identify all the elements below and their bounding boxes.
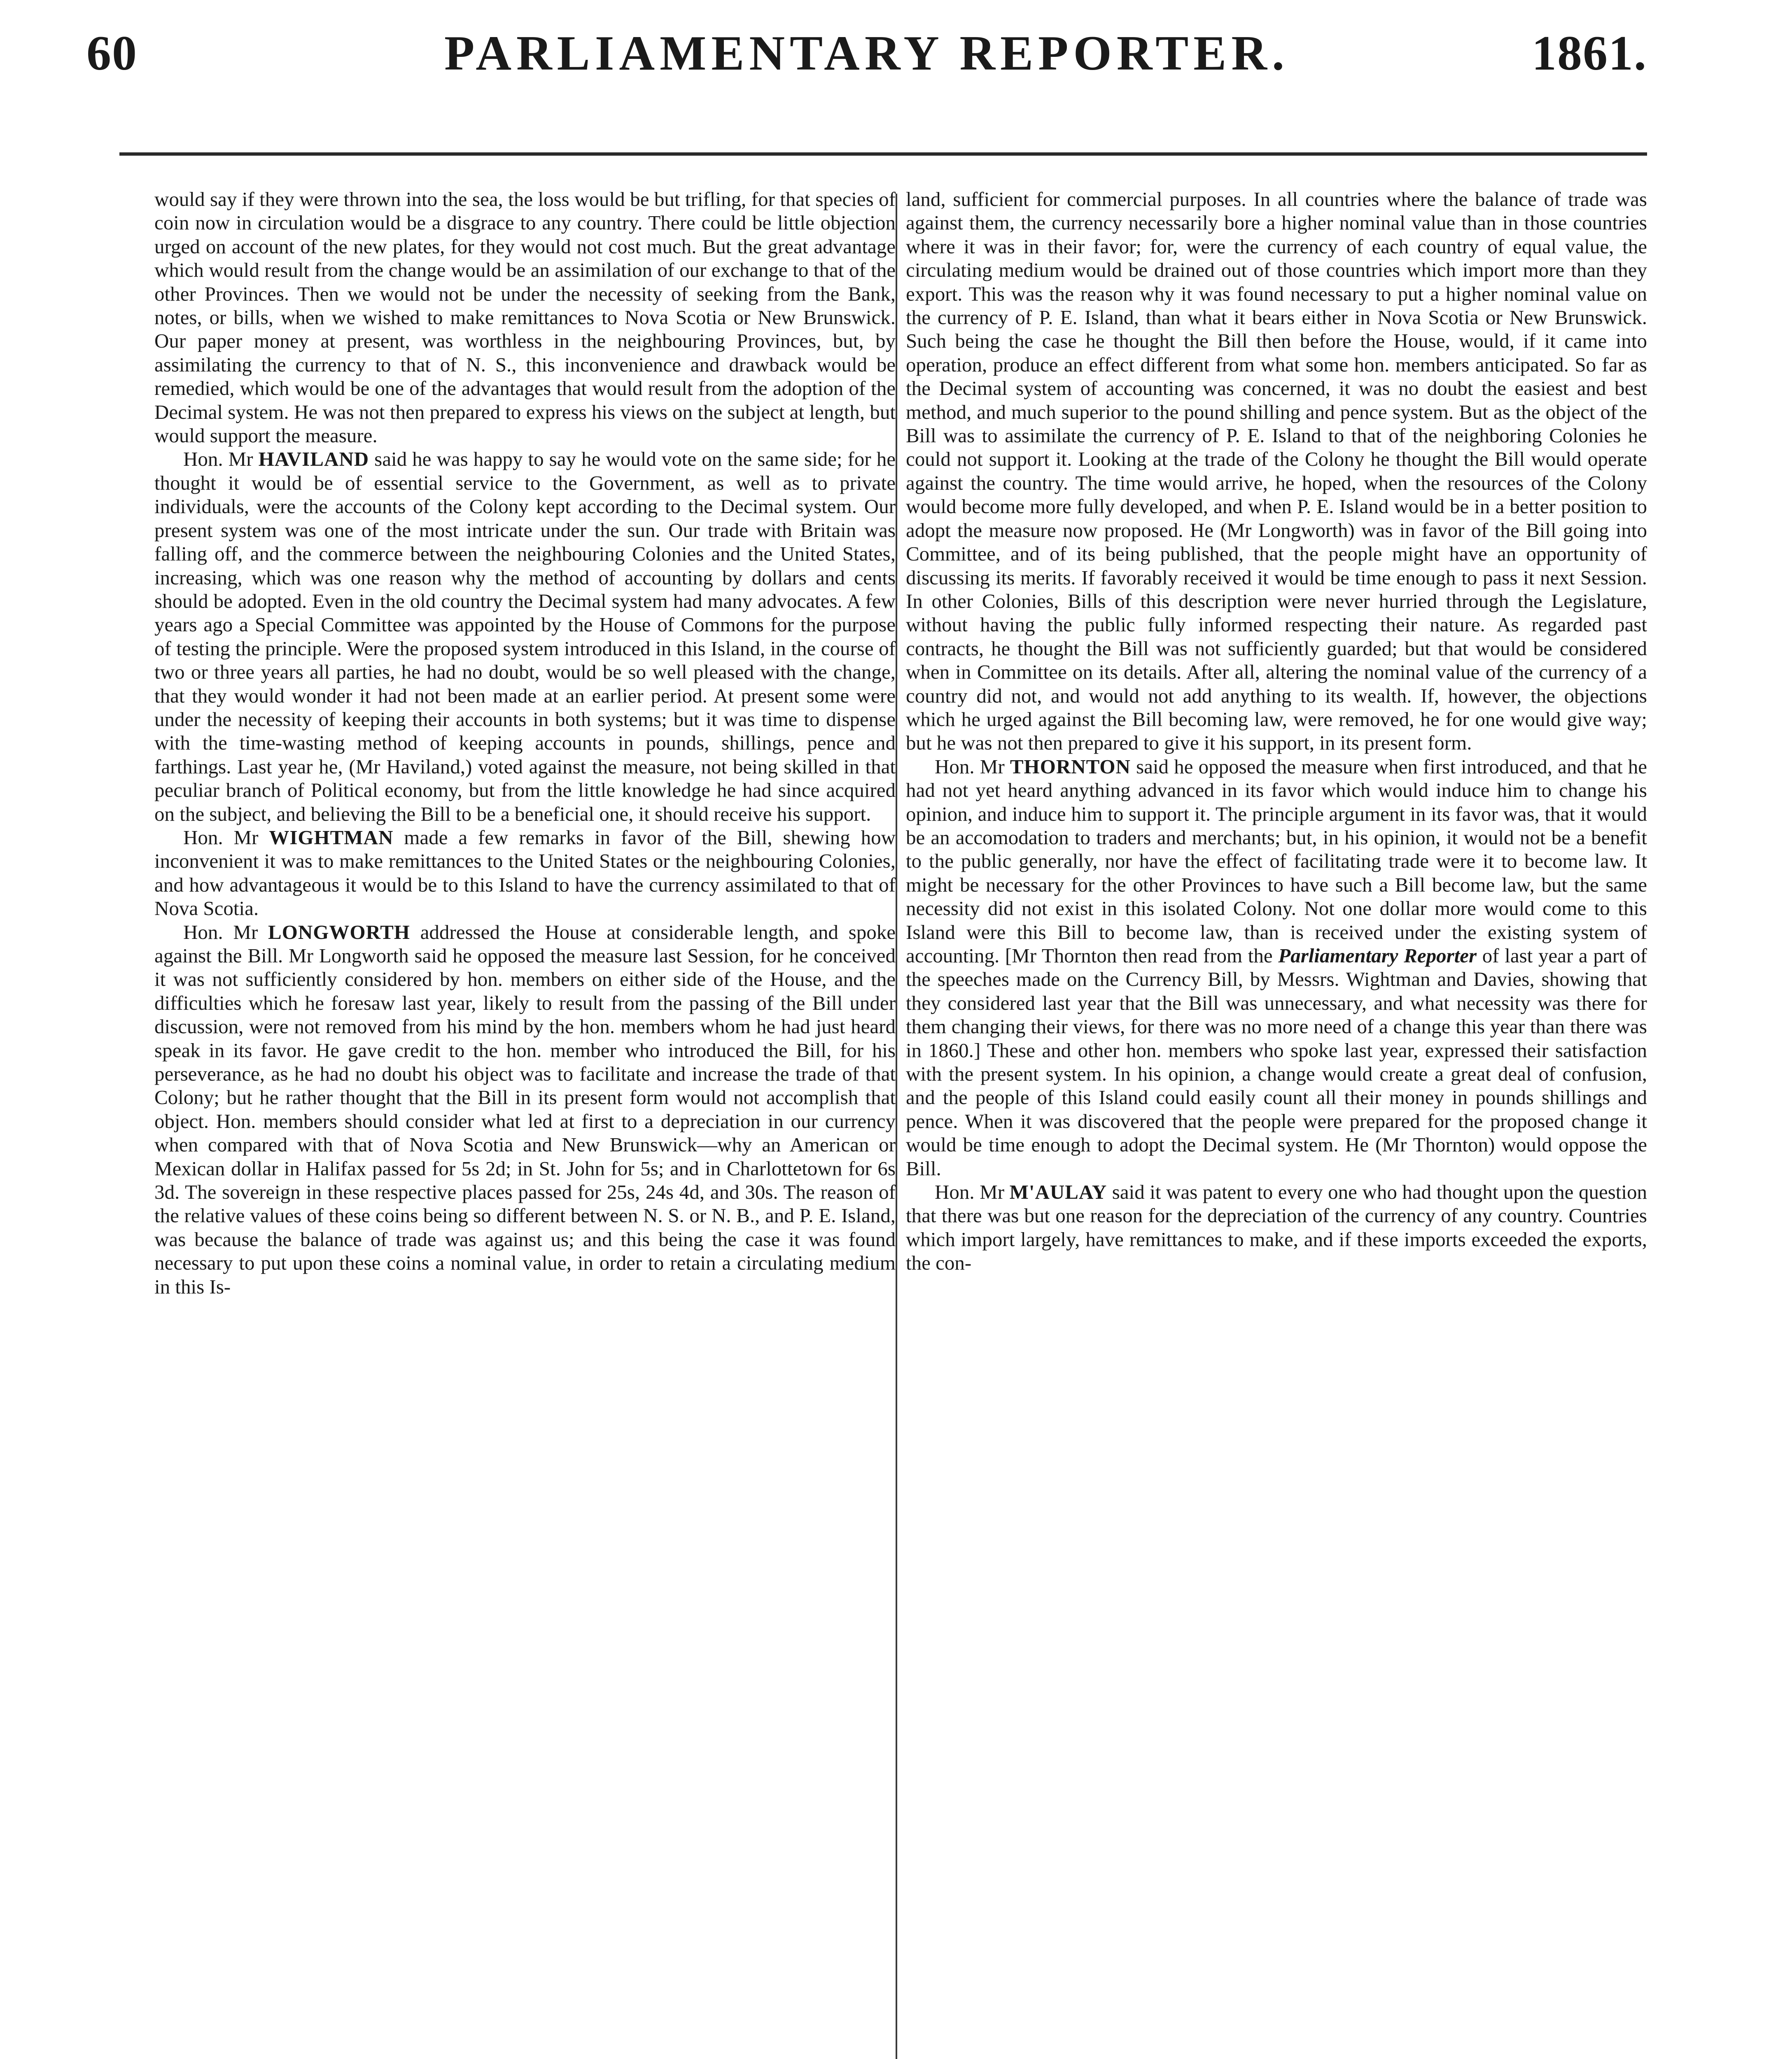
speaker-name: WIGHTMAN bbox=[269, 826, 394, 849]
publication-reference: Parliamentary Reporter bbox=[1278, 944, 1477, 967]
speaker-prefix: Hon. Mr bbox=[183, 826, 269, 849]
speaker-name: LONGWORTH bbox=[268, 920, 410, 943]
page-header bbox=[86, 25, 1647, 136]
paragraph-text: said it was patent to every one who had thought upon the question that there was but one reason for the depreciation of the currency of any country. Countries which import largely, have remittances to make, and if these imports exceeded the exports, the con- bbox=[906, 1181, 1647, 1275]
paragraph bbox=[906, 755, 1647, 1180]
paragraph-text: land, sufficient for commercial purposes. In all countries where the balance of trade was against them, the currency necessarily bore a higher nominal value than in those countries where it was in their favor; for, were the currency of each country of equal value, the circulating medium would be drained out of those countries which import more than they export. This was the reason why it was found necessary to put a higher nominal value on the currency of P. E. Island, than what it bears either in Nova Scotia or New Brunswick. Such being the case he thought the Bill then before the House, would, if it came into operation, produce an effect different from what some hon. members anticipated. So far as the Decimal system of accounting was concerned, it was no doubt the easiest and best method, and much superior to the pound shilling and pence system. But as the object of the Bill was to assimilate the currency of P. E. Island to that of the neighboring Colonies he could not support it. Looking at the trade of the Colony he thought the Bill would operate against the country. The time would arrive, he hoped, when the resources of the Colony would become more fully developed, and when P. E. Island would be in a better position to adopt the measure now proposed. He (Mr Longworth) was in favor of the Bill going into Committee, and of its being published, that the people might have an opportunity of discussing its merits. If favorably received it would be time enough to pass it next Session. In other Colonies, Bills of this description were never hurried through the Legislature, without having the public fully informed respecting their nature. As regarded past contracts, he thought the Bill was not sufficiently guarded; but that would be considered when in Committee on its details. After all, altering the nominal value of the currency of a country did not, and would not add anything to its wealth. If, however, the objections which he urged against the Bill becoming law, were removed, he for one would give way; but he was not then prepared to give it his support, in its present form. bbox=[906, 188, 1647, 754]
speaker-prefix: Hon. Mr bbox=[183, 920, 268, 943]
paragraph-text: would say if they were thrown into the sea, the loss would be but trifling, for that species of coin now in circulation would be a disgrace to any country. There could be little objection urged on account of the new plates, for they would not cost much. But the great advantage which would result from the change would be an assimilation of our exchange to that of the other Provinces. Then we would not be under the necessity of seeking from the Bank, notes, or bills, when we wished to make remittances to Nova Scotia or New Brunswick. Our paper money at present, was worthless in the neighbouring Provinces, but, by assimilating the currency to that of N. S., this inconvenience and drawback would be remedied, which would be one of the advantages that would result from the adoption of the Decimal system. He was not then prepared to express his views on the subject at length, but would support the measure. bbox=[154, 188, 896, 447]
paragraph bbox=[906, 187, 1647, 755]
speaker-name: THORNTON bbox=[1010, 755, 1131, 778]
publication-title: PARLIAMENTARY REPORTER. bbox=[444, 26, 1290, 80]
speaker-name: M'AULAY bbox=[1009, 1181, 1107, 1204]
paragraph-text: said he opposed the measure when first introduced, and that he had not yet heard anything advanced in its favor which would induce him to change his opinion, and induce him to support it. The principle argument in its favor was, that it would be an accomodation to traders and merchants; but, in his opinion, it would not be a benefit to the public generally, nor have the effect of facilitating trade were it to become law. It might be necessary for the other Provinces to have such a Bill become law, but the same necessity did not exist in this isolated Colony. Not one dollar more would come to this Island were this Bill to become law, than is received under the existing system of accounting. [Mr Thornton then read from the bbox=[906, 755, 1647, 967]
speaker-prefix: Hon. Mr bbox=[183, 448, 259, 471]
speaker-prefix: Hon. Mr bbox=[935, 755, 1010, 778]
paragraph bbox=[154, 447, 896, 826]
publication-year: 1861. bbox=[1532, 26, 1647, 80]
paragraph bbox=[154, 826, 896, 920]
right-column bbox=[906, 187, 1647, 1275]
page-number: 60 bbox=[86, 26, 138, 80]
column-divider bbox=[896, 194, 897, 2059]
speaker-name: HAVILAND bbox=[258, 448, 369, 471]
paragraph-text: said he was happy to say he would vote on the same side; for he thought it would be of essential service to the Government, as well as to private individuals, were the accounts of the Colony kept according to the Decimal system. Our present system was one of the most intricate under the sun. Our trade with Britain was falling off, and the commerce between the neighbouring Colonies and the United States, increasing, which was one reason why the method of accounting by dollars and cents should be adopted. Even in the old country the Decimal system had many advocates. A few years ago a Special Committee was appointed by the House of Commons for the purpose of testing the principle. Were the proposed system introduced in this Island, in the course of two or three years all parties, he had no doubt, would be so well pleased with the change, that they would wonder it had not been made at an earlier period. At present some were under the necessity of keeping their accounts in both systems; but it was time to dispense with the time-wasting method of keeping accounts in pounds, shillings, pence and farthings. Last year he, (Mr Haviland,) voted against the measure, not being skilled in that peculiar branch of Political economy, but from the little knowledge he had since acquired on the subject, and believing the Bill to be a beneficial one, it should receive his support. bbox=[154, 448, 896, 825]
header-rule bbox=[119, 152, 1647, 156]
paragraph-text: addressed the House at considerable length, and spoke against the Bill. Mr Longworth said he opposed the measure last Session, for he conceived it was not sufficiently considered by hon. members on either side of the House, and the difficulties which he foresaw last year, likely to result from the passing of the Bill under discussion, were not removed from his mind by the hon. members whom he had just heard speak in its favor. He gave credit to the hon. member who introduced the Bill, for his perseverance, as he had no doubt his object was to facilitate and increase the trade of that Colony; but he rather thought that the Bill in its present form would not accomplish that object. Hon. members should consider what led at first to a depreciation in our currency when compared with that of Nova Scotia and New Brunswick—why an American or Mexican dollar in Halifax passed for 5s 2d; in St. John for 5s; and in Charlottetown for 6s 3d. The sovereign in these respective places passed for 25s, 24s 4d, and 30s. The reason of the relative values of these coins being so different between N. S. or N. B., and P. E. Island, was because the balance of trade was against us; and this being the case it was found necessary to put upon these coins a nominal value, in order to retain a circulating medium in this Is- bbox=[154, 920, 896, 1298]
speaker-prefix: Hon. Mr bbox=[935, 1181, 1010, 1204]
left-column bbox=[154, 187, 896, 1298]
paragraph bbox=[154, 187, 896, 447]
paragraph bbox=[154, 920, 896, 1299]
paragraph bbox=[906, 1180, 1647, 1275]
paragraph-text: of last year a part of the speeches made on the Currency Bill, by Messrs. Wightman and Davies, showing that they considered last year that the Bill was unnecessary, and what necessity was there for them changing their views, for there was no more need of a change this year than there was in 1860.] These and other hon. members who spoke last year, expressed their satisfaction with the present system. In his opinion, a change would create a great deal of confusion, and the people of this Island could easily count all their money in pounds shillings and pence. When it was discovered that the people were prepared for the proposed change it would be time enough to adopt the Decimal system. He (Mr Thornton) would oppose the Bill. bbox=[906, 944, 1647, 1180]
paragraph-text: made a few remarks in favor of the Bill, shewing how inconvenient it was to make remittances to the United States or the neighbouring Colonies, and how advantageous it would be to this Island to have the currency assimilated to that of Nova Scotia. bbox=[154, 826, 896, 920]
